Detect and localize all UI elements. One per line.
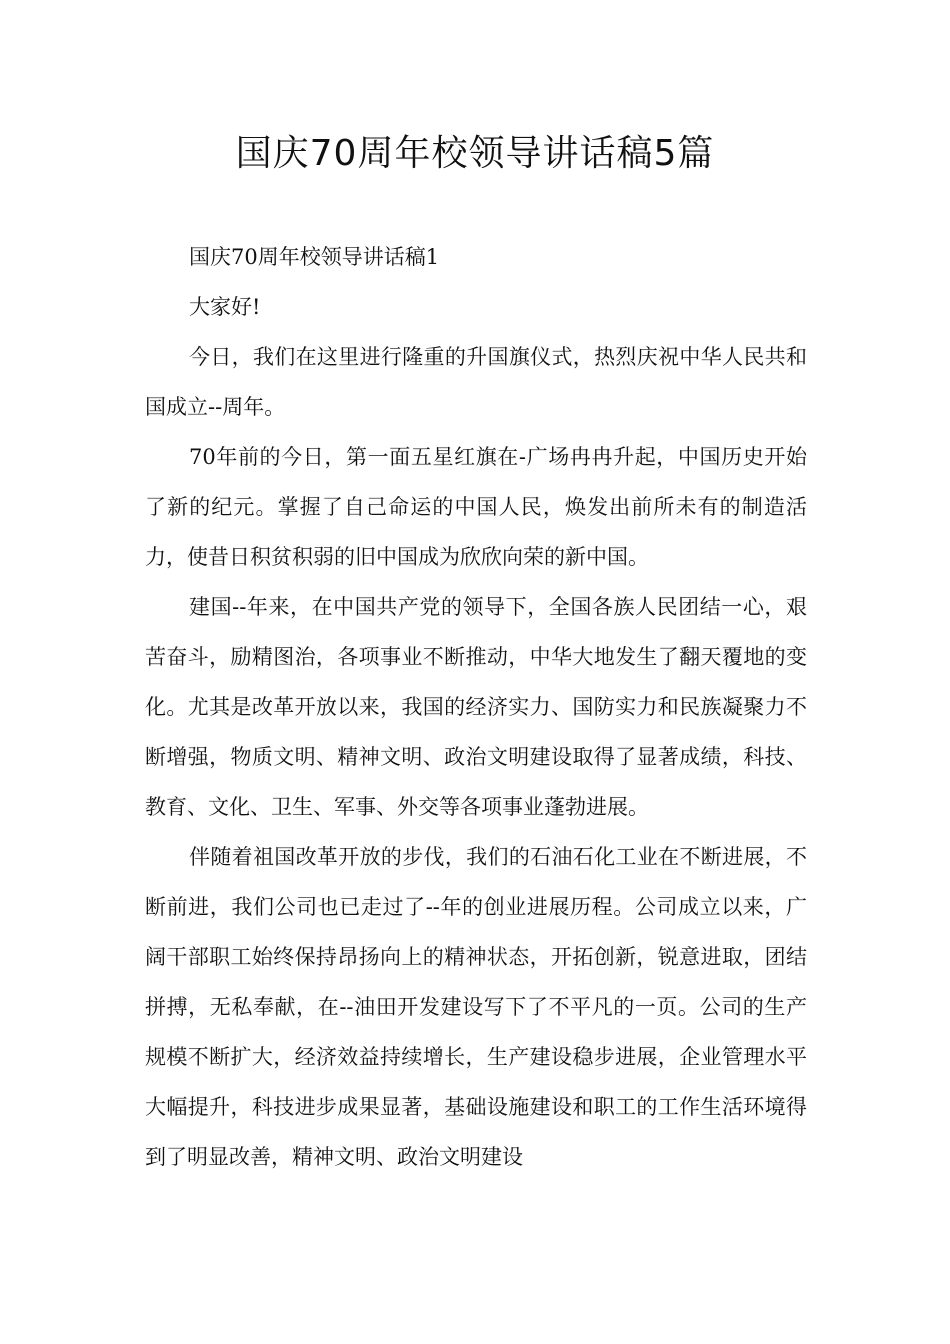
greeting: 大家好! xyxy=(189,295,261,319)
paragraph: 今日，我们在这里进行隆重的升国旗仪式，热烈庆祝中华人民共和国成立--周年。 xyxy=(145,345,807,419)
paragraph: 伴随着祖国改革开放的步伐，我们的石油石化工业在不断进展，不断前进，我们公司也已走过了--年的创业进展历程。公司成立以来，广阔干部职工始终保持昂扬向上的精神状态，开拓创新，锐意进取，团结拼搏，无私奉献，在--油田开发建设写下了不平凡的一页。公司的生产规模不断扩大，经济效益持续增长，生产建设稳步进展，企业管理水平大幅提升，科技进步成果显著，基础设施建设和职工的工作生活环境得到了明显改善，精神文明、政治文明建设 xyxy=(145,845,807,1169)
paragraph: 70年前的今日，第一面五星红旗在-广场冉冉升起，中国历史开始了新的纪元。掌握了自己命运的中国人民，焕发出前所未有的制造活力，使昔日积贫积弱的旧中国成为欣欣向荣的新中国。 xyxy=(145,445,807,569)
document-body xyxy=(145,232,807,1182)
paragraph: 建国--年来，在中国共产党的领导下，全国各族人民团结一心，艰苦奋斗，励精图治，各项事业不断推动，中华大地发生了翻天覆地的变化。尤其是改革开放以来，我国的经济实力、国防实力和民族凝聚力不断增强，物质文明、精神文明、政治文明建设取得了显著成绩，科技、教育、文化、卫生、军事、外交等各项事业蓬勃进展。 xyxy=(145,595,807,819)
section-heading: 国庆70周年校领导讲话稿1 xyxy=(189,245,440,269)
document-title: 国庆70周年校领导讲话稿5篇 xyxy=(235,133,715,174)
